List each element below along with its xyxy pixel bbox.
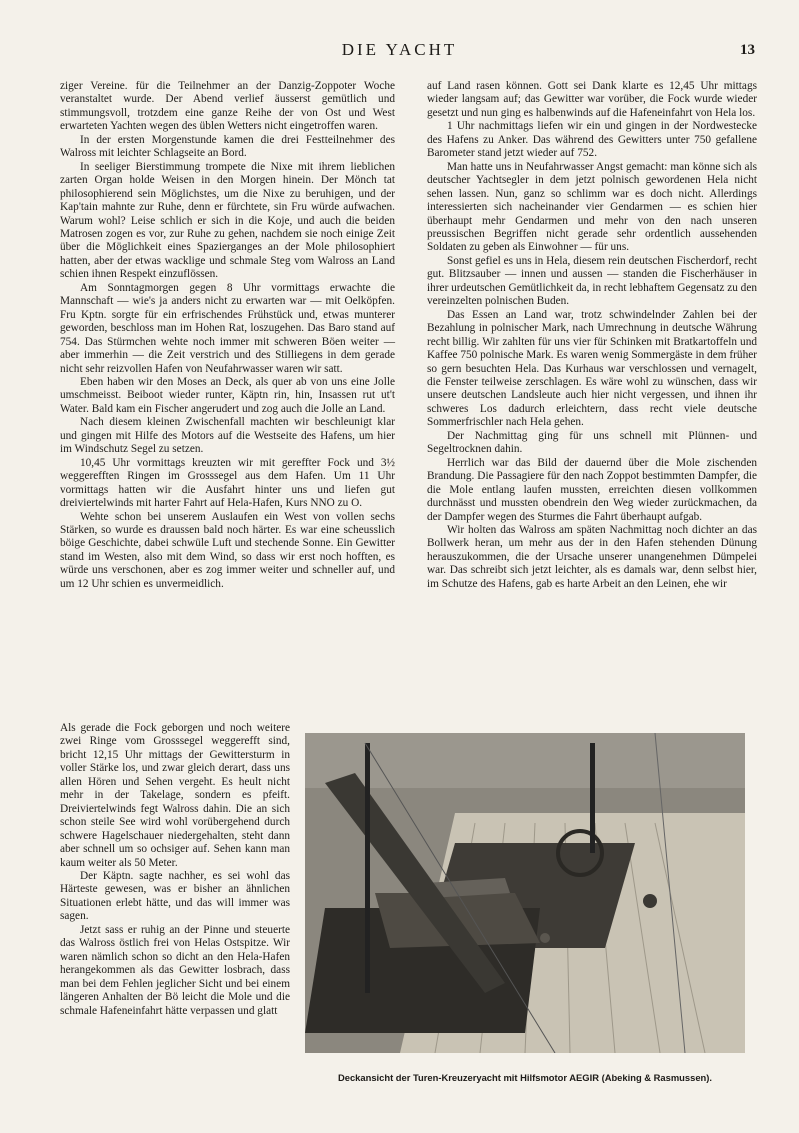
paragraph: Am Sonntagmorgen gegen 8 Uhr vormittags erwachte die Mannschaft — wie's ja anders nicht zu erwarten war — mit Oelköpfen. Fru Kptn. sorgte für ein erfrischendes Frühstück und, etwas munterer geworden, beschloss man im Hohen Rat, loszugehen. Das Baro stand auf 754. Das Stürmchen wehte noch immer mit schweren Böen weiter — aber immerhin — die Zeit verstrich und des Stilliegens in dem gerade nicht sehr reizvollen Hafen von Neufahrwasser waren wir satt. (60, 281, 395, 375)
left-column-top (60, 80, 395, 591)
paragraph: Als gerade die Fock geborgen und noch weitere zwei Ringe vom Grosssegel weggerefft sind, bricht 12,15 Uhr mittags der Gewittersturm in voller Stärke los, und zwar gleich derart, dass uns allen Hören und Sehen vergeht. Es heult nicht mehr in der Takelage, sondern es pfeift. Dreiviertelwinds fegt Walross dahin. Die an sich schon steile See wird wohl vorübergehend durch schwere Hagelschauer niedergehalten, steht dann aber schnell um so ochsiger auf. Sehen kann man kaum weiter als 50 Meter. (60, 722, 290, 869)
paragraph: Jetzt sass er ruhig an der Pinne und steuerte das Walross östlich frei von Helas Ostspitze. Wir waren nämlich schon so dicht an den Hela-Hafen herangekommen als das Gewitter losbrach, dass man bei dem Fehlen jeglicher Sicht und bei einem längeren Anhalten der Bö leicht die Mole und die schmale Hafeneinfahrt hätte verpassen und glatt (60, 923, 290, 1017)
paragraph: In der ersten Morgenstunde kamen die drei Festteilnehmer des Walross mit leichter Schlagseite an Bord. (60, 133, 395, 160)
paragraph: Der Käptn. sagte nachher, es sei wohl das Härteste gewesen, was er bisher an ähnlichen Situationen erlebt hätte, und das will immer was sagen. (60, 869, 290, 923)
yacht-deck-illustration (305, 733, 745, 1053)
journal-title: DIE YACHT (341, 40, 458, 59)
paragraph: In seeliger Bierstimmung trompete die Nixe mit ihrem lieblichen zarten Organ holde Weisen in den Morgen hinein. Der Mönch tat philosophierend sein Möglichstes, um die Nixe zu beruhigen, und der Kap'tain mahnte zur Ruhe, denn er fürchtete, sin Fru würde aufwachen. Warum wohl? Leise schlich er sich in die Koje, und auch die beiden Matrosen zogen es vor, zur Ruhe zu gehen, nachdem sie noch einige Zeit über die Möglichkeit eines Spazierganges an der Mole philosophiert hatten, aber der etwas wacklige und schmale Steg vom Walross an Land schien ihnen Respekt einzuflössen. (60, 160, 395, 281)
yacht-deck-photo (305, 733, 745, 1053)
page-header (0, 40, 799, 62)
paragraph: Man hatte uns in Neufahrwasser Angst gemacht: man könne sich als deutscher Yachtsegler in dem jetzt polnisch gewordenen Hela nicht sehen lassen. Nun, ganz so schlimm war es doch nicht. Allerdings interessierten sich nacheinander vier Gendarmen — es schien hier überhaupt mehr Gendarmen und mehr von den nach unseren preussischen Begriffen nicht gerade sehr ordentlich aussehenden Soldaten zu geben als Einwohner — für uns. (427, 160, 757, 254)
paragraph: Das Essen an Land war, trotz schwindelnder Zahlen bei der Bezahlung in polnischer Mark, nach Umrechnung in deutsche Währung recht billig. Wir zahlten für uns vier für Schinken mit Bratkartoffeln und Kaffee 750 polnische Mark. Es waren wenig Sommergäste in dem früher so gern besuchten Hela. Das Kurhaus war verschlossen und vernagelt, die Fenster teilweise zerschlagen. Es wäre wohl zu wünschen, dass wir unsere deutschen Landsleute auch hier nicht vergessen, und ihnen ihr schweres Los dadurch erleichtern, dass recht viele deutsche Sommerfrischler nach Hela gehen. (427, 308, 757, 429)
paragraph: 10,45 Uhr vormittags kreuzten wir mit gereffter Fock und 3½ weggerefften Ringen im Grosssegel aus dem Hafen. Um 11 Uhr vormittags hatten wir die Ausfahrt hinter uns und liefen gut dreiviertelwinds mit harter Fahrt auf Hela-Hafen, Kurs NNO zu O. (60, 456, 395, 510)
right-column (427, 80, 757, 591)
paragraph: Nach diesem kleinen Zwischenfall machten wir beschleunigt klar und gingen mit Hilfe des Motors auf die Westseite des Hafens, um hier im Windschutz Segel zu setzen. (60, 416, 395, 456)
paragraph: 1 Uhr nachmittags liefen wir ein und gingen in der Nordwestecke des Hafens zu Anker. Das während des Gewitters unter 750 gefallene Barometer stand jetzt wieder auf 752. (427, 120, 757, 160)
paragraph: Sonst gefiel es uns in Hela, diesem rein deutschen Fischerdorf, recht gut. Blitzsauber — innen und aussen — standen die Fischerhäuser in ihrer urdeutschen Gemütlichkeit da, in recht lebhaftem Gegensatz zu den vereinzelten polnischen Buden. (427, 254, 757, 308)
paragraph: ziger Vereine. für die Teilnehmer an der Danzig-Zoppoter Woche veranstaltet wurde. Der Abend verlief äusserst gemütlich und stimmungsvoll, trotzdem eine ganze Reihe der von Ost und West erwarteten Yachten wegen des üblen Wetters nicht eingetroffen waren. (60, 80, 395, 133)
photo-caption: Deckansicht der Turen-Kreuzeryacht mit Hilfsmotor AEGIR (Abeking & Rasmussen). (337, 1072, 713, 1083)
paragraph: Wir holten das Walross am späten Nachmittag noch dichter an das Bollwerk heran, um mehr aus der in den Hafen stehenden Dünung herauszukommen, die der Ursache unserer unangenehmen Dümpelei war. Das schreibt sich jetzt leichter, als es damals war, denn selbst hier, im Schutze des Hafens, gab es harte Arbeit an den Leinen, ehe wir (427, 523, 757, 590)
paragraph: auf Land rasen können. Gott sei Dank klarte es 12,45 Uhr mittags wieder langsam auf; das Gewitter war vorüber, die Fock wurde wieder gesetzt und nun ging es halbenwinds auf die Hafeneinfahrt von Hela los. (427, 80, 757, 119)
paragraph: Herrlich war das Bild der dauernd über die Mole zischenden Brandung. Die Passagiere für den nach Zoppot bestimmten Dampfer, die die Mole entlang laufen mussten, erreichten diesen vollkommen durchnässt und mussten obendrein den Weg wieder zurückmachen, da der Dampfer wegen des Sturmes die Fahrt überhaupt aufgab. (427, 456, 757, 523)
page-number: 13 (740, 42, 755, 58)
left-column-bottom (60, 722, 290, 1018)
paragraph: Eben haben wir den Moses an Deck, als quer ab von uns eine Jolle umschmeisst. Beiboot wieder runter, Käptn rin, hin, Insassen rut ut't Water. Bald kam ein Fischer angerudert und zog auch die Jolle an Land. (60, 375, 395, 415)
paragraph: Wehte schon bei unserem Auslaufen ein West von vollen sechs Stärken, so wurde es draussen bald noch härter. Es war eine scheusslich böige Geschichte, dabei schwüle Luft und stechende Sonne. Ein Gewitter stand im Westen, also mit dem Wind, so dass wir erst noch hofften, es würde uns verschonen, aber es zog immer weiter und schneller auf, und um 12 Uhr schien es unvermeidlich. (60, 510, 395, 590)
paragraph: Der Nachmittag ging für uns schnell mit Plünnen- und Segeltrocknen dahin. (427, 429, 757, 456)
